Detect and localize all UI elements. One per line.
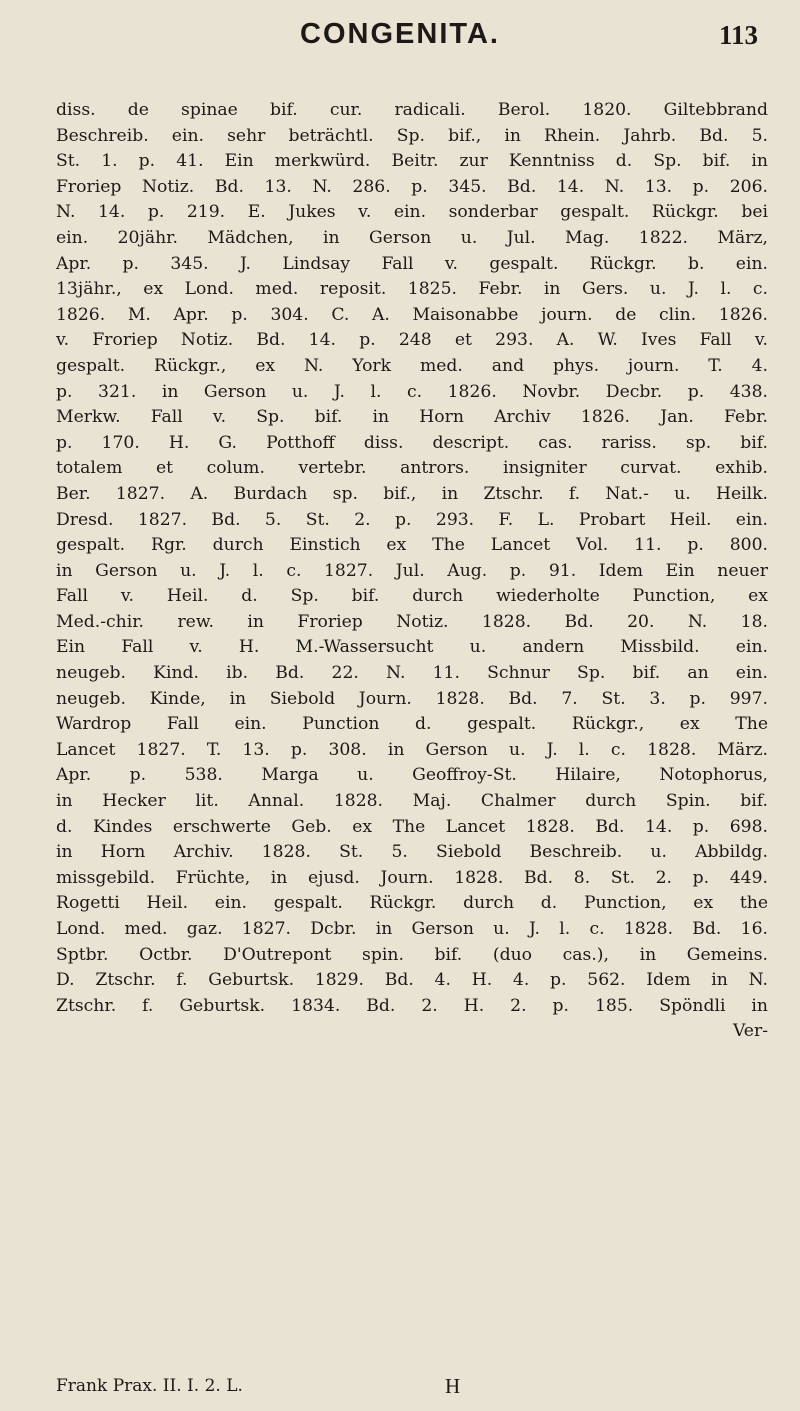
text-line: Ztschr. f. Geburtsk. 1834. Bd. 2. H. 2. p. 185. Spöndli in bbox=[56, 995, 768, 1016]
text-line: St. 1. p. 41. Ein merkwürd. Beitr. zur Kenntniss d. Sp. bif. in bbox=[56, 151, 768, 172]
text-line: N. 14. p. 219. E. Jukes v. ein. sonderbar gespalt. Rückgr. bei bbox=[56, 202, 768, 223]
text-line: totalem et colum. vertebr. antrors. insigniter curvat. exhib. bbox=[56, 458, 768, 479]
text-line: Merkw. Fall v. Sp. bif. in Horn Archiv 1826. Jan. Febr. bbox=[56, 407, 768, 428]
text-line: 1826. M. Apr. p. 304. C. A. Maisonabbe journ. de clin. 1826. bbox=[56, 304, 768, 325]
signature-mark: H bbox=[445, 1374, 461, 1398]
text-line: Wardrop Fall ein. Punction d. gespalt. Rückgr., ex The bbox=[56, 714, 768, 735]
text-line: ein. 20jähr. Mädchen, in Gerson u. Jul. Mag. 1822. März, bbox=[56, 227, 768, 248]
text-line: neugeb. Kinde, in Siebold Journ. 1828. Bd. 7. St. 3. p. 997. bbox=[56, 688, 768, 709]
text-line: Apr. p. 345. J. Lindsay Fall v. gespalt. Rückgr. b. ein. bbox=[56, 253, 768, 274]
text-line: Sptbr. Octbr. D'Outrepont spin. bif. (duo cas.), in Gemeins. bbox=[56, 944, 768, 965]
text-line: Ber. 1827. A. Burdach sp. bif., in Ztschr. f. Nat.- u. Heilk. bbox=[56, 483, 768, 504]
text-line: Dresd. 1827. Bd. 5. St. 2. p. 293. F. L. Probart Heil. ein. bbox=[56, 509, 768, 530]
text-line: gespalt. Rgr. durch Einstich ex The Lancet Vol. 11. p. 800. bbox=[56, 535, 768, 556]
text-line: Fall v. Heil. d. Sp. bif. durch wiederholte Punction, ex bbox=[56, 586, 768, 607]
running-title: CONGENITA. bbox=[300, 18, 500, 50]
text-line: Med.-chir. rew. in Froriep Notiz. 1828. Bd. 20. N. 18. bbox=[56, 611, 768, 632]
text-line: neugeb. Kind. ib. Bd. 22. N. 11. Schnur Sp. bif. an ein. bbox=[56, 663, 768, 684]
page-header bbox=[0, 18, 800, 68]
text-line: Lancet 1827. T. 13. p. 308. in Gerson u. J. l. c. 1828. März. bbox=[56, 739, 768, 760]
text-line: p. 170. H. G. Potthoff diss. descript. cas. rariss. sp. bif. bbox=[56, 432, 768, 453]
text-line: Beschreib. ein. sehr beträchtl. Sp. bif., in Rhein. Jahrb. Bd. 5. bbox=[56, 125, 768, 146]
page-footer bbox=[56, 1376, 768, 1402]
text-line: p. 321. in Gerson u. J. l. c. 1826. Novbr. Decbr. p. 438. bbox=[56, 381, 768, 402]
text-line: Ein Fall v. H. M.-Wassersucht u. andern Missbild. ein. bbox=[56, 637, 768, 658]
text-line: missgebild. Früchte, in ejusd. Journ. 1828. Bd. 8. St. 2. p. 449. bbox=[56, 867, 768, 888]
text-line: d. Kindes erschwerte Geb. ex The Lancet 1828. Bd. 14. p. 698. bbox=[56, 816, 768, 837]
text-line: diss. de spinae bif. cur. radicali. Berol. 1820. Giltebbrand bbox=[56, 100, 768, 120]
text-line: Rogetti Heil. ein. gespalt. Rückgr. durch d. Punction, ex the bbox=[56, 893, 768, 914]
text-line: gespalt. Rückgr., ex N. York med. and phys. journ. T. 4. bbox=[56, 355, 768, 376]
text-line: Apr. p. 538. Marga u. Geoffroy-St. Hilaire, Notophorus, bbox=[56, 765, 768, 786]
page-number: 113 bbox=[718, 20, 758, 50]
text-line: Lond. med. gaz. 1827. Dcbr. in Gerson u. J. l. c. 1828. Bd. 16. bbox=[56, 919, 768, 939]
text-line: v. Froriep Notiz. Bd. 14. p. 248 et 293. A. W. Ives Fall v. bbox=[56, 330, 768, 351]
printer-signature: Frank Prax. II. I. 2. L. bbox=[56, 1376, 243, 1396]
text-line: D. Ztschr. f. Geburtsk. 1829. Bd. 4. H. 4. p. 562. Idem in N. bbox=[56, 970, 768, 991]
text-line: Froriep Notiz. Bd. 13. N. 286. p. 345. Bd. 14. N. 13. p. 206. bbox=[56, 176, 768, 197]
text-line: in Horn Archiv. 1828. St. 5. Siebold Beschreib. u. Abbildg. bbox=[56, 842, 768, 863]
text-line: in Gerson u. J. l. c. 1827. Jul. Aug. p. 91. Idem Ein neuer bbox=[56, 560, 768, 581]
text-line: 13jähr., ex Lond. med. reposit. 1825. Febr. in Gers. u. J. l. c. bbox=[56, 279, 768, 300]
bibliography-paragraph bbox=[56, 98, 768, 1045]
text-line: Ver- bbox=[732, 1021, 768, 1042]
text-line: in Hecker lit. Annal. 1828. Maj. Chalmer durch Spin. bif. bbox=[56, 791, 768, 812]
